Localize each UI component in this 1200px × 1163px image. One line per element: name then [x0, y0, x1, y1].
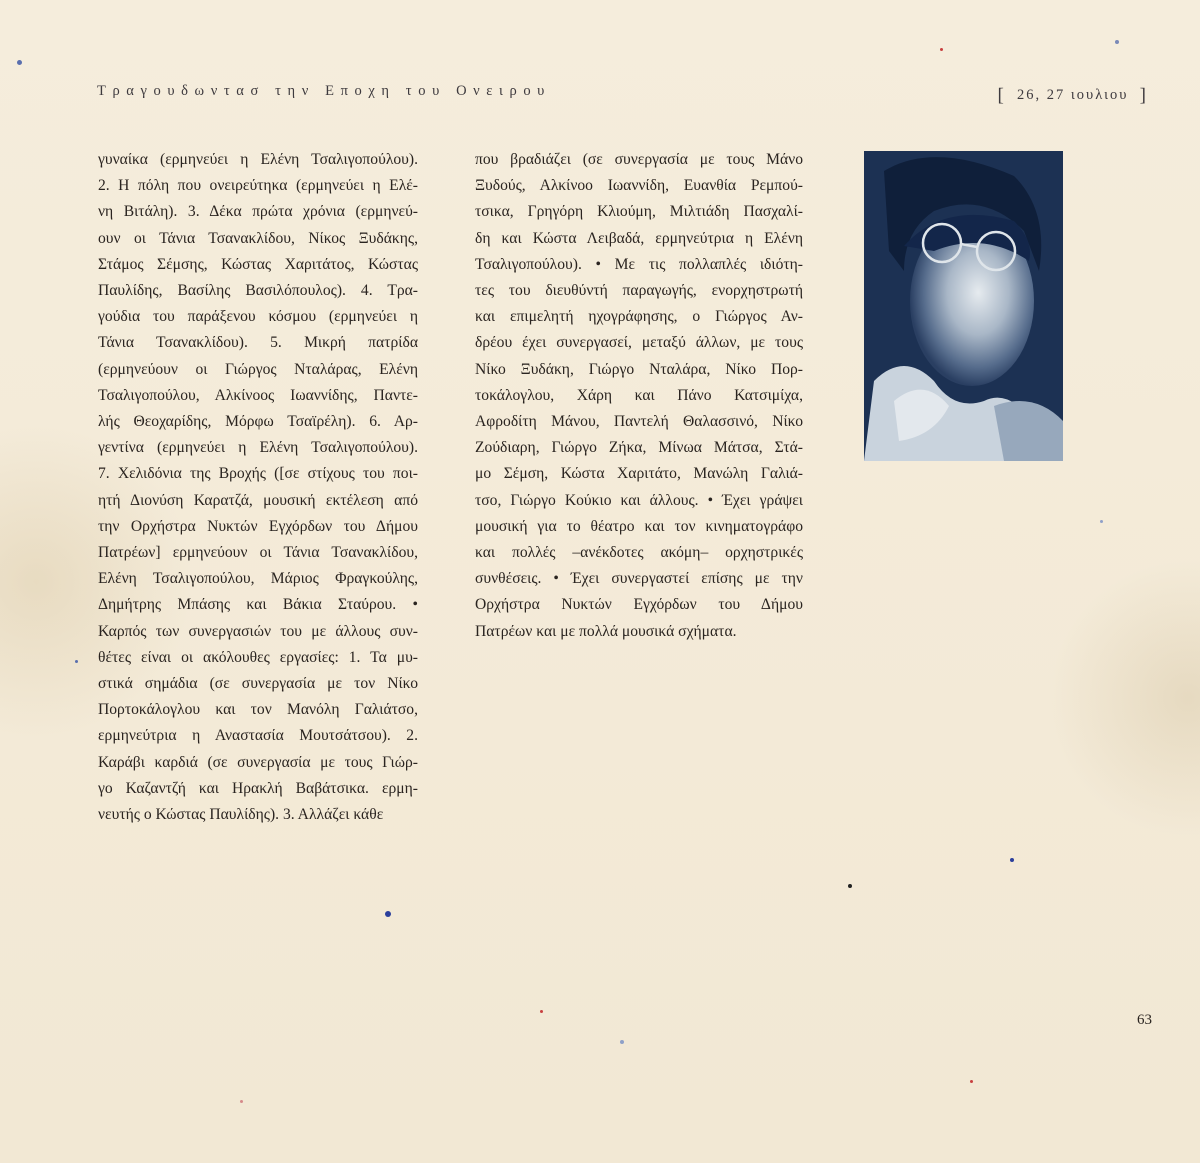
text-line: 2. Η πόλη που ονειρεύτηκα (ερμηνεύει η Ελέ- — [98, 177, 418, 195]
date-range — [997, 83, 1148, 105]
text-line: Τσαλιγοπούλου). • Με τις πολλαπλές ιδιότη- — [475, 255, 803, 273]
text-line: δρέου έχει συνεργασεί, μεταξύ άλλων, με τους — [475, 334, 803, 352]
text-line: γεντίνα (ερμηνεύει η Ελένη Τσαλιγοπούλου). — [98, 439, 418, 457]
text-line: την Ορχήστρα Νυκτών Εγχόρδων του Δήμου — [98, 517, 418, 535]
text-line: Δημήτρης Μπάσης και Βάκια Σταύρου. • — [98, 596, 418, 614]
text-line: Καράβι καρδιά (σε συνεργασία με τους Γιώρ- — [98, 753, 418, 771]
text-line: Ορχήστρα Νυκτών Εγχόρδων του Δήμου — [475, 596, 803, 614]
text-line: συνθέσεις. • Έχει συνεργαστεί επίσης με την — [475, 570, 803, 588]
text-line: γούδια του παράξενου κόσμου (ερμηνεύει η — [98, 308, 418, 326]
text-line: Ξυδούς, Αλκίνοο Ιωαννίδη, Ευανθία Ρεμπού- — [475, 177, 803, 195]
text-line: μουσική για το θέατρο και τον κινηματογράφο — [475, 517, 803, 535]
text-line: τοκάλογλου, Χάρη και Πάνο Κατσιμίχα, — [475, 386, 803, 404]
text-line: και επιμελητή ηχογράφησης, ο Γιώργος Αν- — [475, 308, 803, 326]
page-number: 63 — [1137, 1012, 1152, 1028]
text-line: Στάμος Σέμσης, Κώστας Χαριτάτος, Κώστας — [98, 255, 418, 273]
text-line: που βραδιάζει (σε συνεργασία με τους Μάνο — [475, 151, 803, 168]
text-line: στικά σημάδια (σε συνεργασία με τον Νίκο — [98, 675, 418, 693]
text-line: Πατρέων και με πολλά μουσικά σχήματα. — [475, 622, 737, 640]
portrait-illustration — [864, 151, 1063, 461]
text-line: Τάνια Τσανακλίδου). 5. Μικρή πατρίδα — [98, 334, 418, 352]
text-line: ουν οι Τάνια Τσανακλίδου, Νίκος Ξυδάκης, — [98, 229, 418, 247]
text-line: Ζούδιαρη, Γιώργο Ζήκα, Μίνωα Μάτσα, Στά- — [475, 439, 803, 457]
date-label: 26, 27 ιουλιου — [1017, 87, 1129, 103]
text-column-right — [475, 147, 803, 645]
bracket-open: [ — [997, 85, 1006, 106]
text-line: Καρπός των συνεργασιών του με άλλους συν- — [98, 622, 418, 640]
text-line: τσικα, Γρηγόρη Κλιούμη, Μιλτιάδη Πασχαλί- — [475, 203, 803, 221]
bracket-close: ] — [1139, 85, 1148, 106]
text-line: Νίκο Ξυδάκη, Γιώργο Νταλάρα, Νίκο Πορ- — [475, 360, 803, 378]
text-line: Αφροδίτη Μάνου, Παντελή Θαλασσινό, Νίκο — [475, 413, 803, 431]
running-head — [97, 83, 1148, 105]
text-line: μο Σέμση, Κώστα Χαριτάτο, Μανώλη Γαλιά- — [475, 465, 803, 483]
text-line: λής Θεοχαρίδης, Μόρφω Τσαϊρέλη). 6. Αρ- — [98, 413, 418, 431]
text-line: και πολλές –ανέκδοτες ακόμη– ορχηστρικές — [475, 544, 803, 562]
text-line: Παυλίδης, Βασίλης Βασιλόπουλος). 4. Τρα- — [98, 282, 418, 300]
portrait-photo — [864, 151, 1063, 461]
text-column-left — [98, 147, 418, 828]
text-line: Ελένη Τσαλιγοπούλου, Μάριος Φραγκούλης, — [98, 570, 418, 588]
text-line: 7. Χελιδόνια της Βροχής ([σε στίχους του ποι- — [98, 465, 418, 483]
text-line: νη Βιτάλη). 3. Δέκα πρώτα χρόνια (ερμηνεύ- — [98, 203, 418, 221]
text-line: δη και Κώστα Λειβαδά, ερμηνεύτρια η Ελένη — [475, 229, 803, 247]
text-line: ητή Διονύση Καρατζά, μουσική εκτέλεση από — [98, 491, 418, 509]
text-line: γο Καζαντζή και Ηρακλή Βαβάτσικα. ερμη- — [98, 779, 418, 797]
text-line: (ερμηνεύουν οι Γιώργος Νταλάρας, Ελένη — [98, 360, 418, 378]
text-line: νευτής ο Κώστας Παυλίδης). 3. Αλλάζει κάθε — [98, 806, 384, 824]
text-line: Πατρέων] ερμηνεύουν οι Τάνια Τσανακλίδου, — [98, 544, 418, 562]
text-line: Πορτοκάλογλου και τον Μανόλη Γαλιάτσο, — [98, 701, 418, 719]
text-line: γυναίκα (ερμηνεύει η Ελένη Τσαλιγοπούλου). — [98, 151, 418, 168]
text-line: ερμηνεύτρια η Αναστασία Μουτσάτσου). 2. — [98, 727, 418, 745]
text-line: θέτες είναι οι ακόλουθες εργασίες: 1. Τα μυ- — [98, 648, 418, 666]
text-line: τες του διευθύντή παραγωγής, ενορχηστρωτή — [475, 282, 803, 300]
text-line: τσο, Γιώργο Κούκιο και άλλους. • Έχει γράψει — [475, 491, 803, 509]
book-title: Τραγουδωντασ την Εποχη του Ονειρου — [97, 83, 551, 99]
text-line: Τσαλιγοπούλου, Αλκίνοος Ιωαννίδης, Παντε- — [98, 386, 418, 404]
